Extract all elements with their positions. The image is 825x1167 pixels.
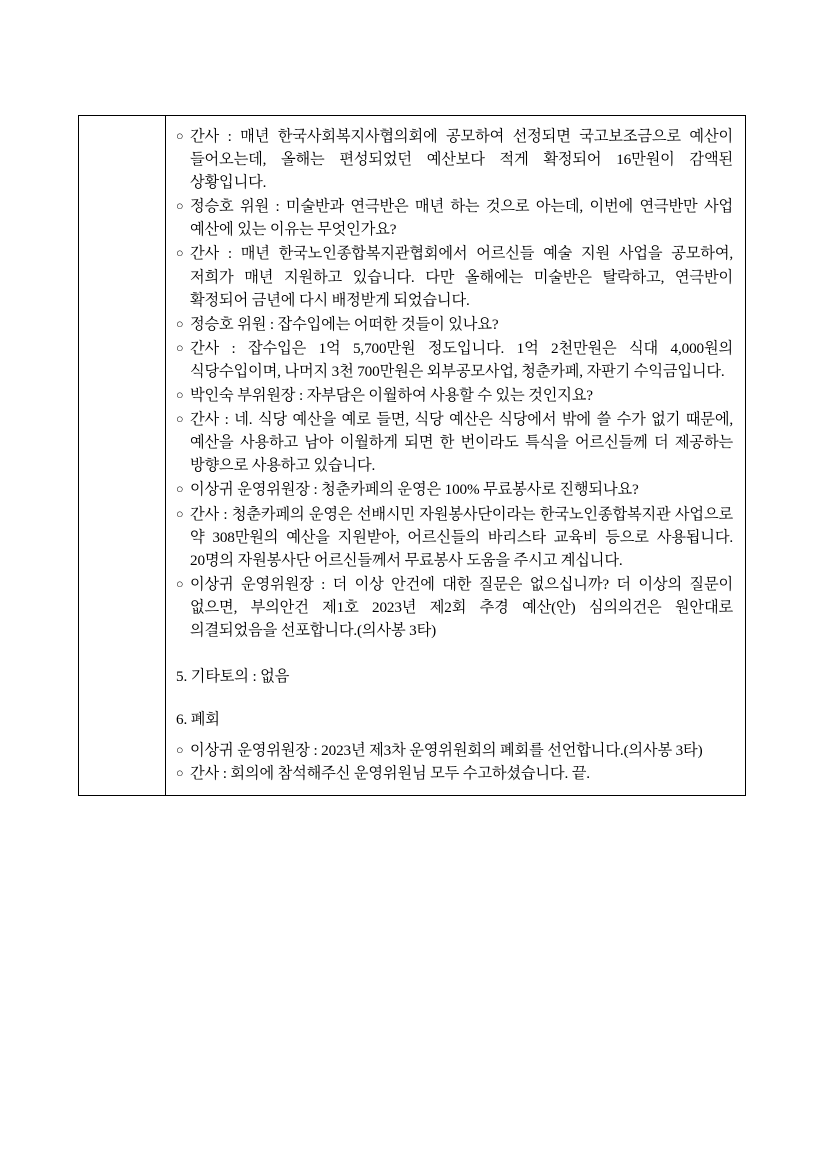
table-body-column <box>166 116 745 795</box>
circle-bullet-icon: ○ <box>176 199 184 214</box>
section-closing-title: 6. 폐회 <box>176 711 220 729</box>
minutes-line-text: 간사 : 네. 식당 예산을 예로 들면, 식당 예산은 식당에서 밖에 쓸 수가 없기 때문에, 예산을 사용하고 남아 이월하게 되면 한 번이라도 특식을 어르신들께 더 제공하는 방향으로 사용하고 있습니다. <box>190 411 733 475</box>
closing-line-text: 간사 : 회의에 참석해주신 운영위원님 모두 수고하셨습니다. 끝. <box>190 765 590 783</box>
minutes-line-text: 박인숙 부위원장 : 자부담은 이월하여 사용할 수 있는 것인지요? <box>190 387 593 405</box>
minutes-line-text: 정승호 위원 : 잡수입에는 어떠한 것들이 있나요? <box>190 315 499 333</box>
minutes-line-text: 이상귀 운영위원장 : 더 이상 안건에 대한 질문은 없으십니까? 더 이상의 질문이 없으면, 부의안건 제1호 2023년 제2회 추경 예산(안) 심의의건은 원안대로 의결되었음을 선포합니다.(의사봉 3타) <box>190 575 733 639</box>
minutes-line <box>176 313 733 336</box>
minutes-line <box>176 478 733 501</box>
section-spacer <box>176 688 733 708</box>
minutes-line-text: 간사 : 잡수입은 1억 5,700만원 정도입니다. 1억 2천만원은 식대 4,000원의 식당수입이며, 나머지 3천 700만원은 외부공모사업, 청춘카페, 자판기 수익금입니다. <box>190 339 733 380</box>
circle-bullet-icon: ○ <box>176 412 184 427</box>
minutes-line <box>176 195 733 241</box>
circle-bullet-icon: ○ <box>176 340 184 355</box>
circle-bullet-icon: ○ <box>176 246 184 261</box>
circle-bullet-icon: ○ <box>176 129 184 143</box>
minutes-line-text: 간사 : 매년 한국노인종합복지관협회에서 어르신들 예술 지원 사업을 공모하여, 저희가 매년 지원하고 있습니다. 다만 올해에는 미술반은 탈락하고, 연극반이 확정되어 금년에 다시 배정받게 되었습니다. <box>190 245 733 309</box>
circle-bullet-icon: ○ <box>176 766 184 781</box>
minutes-line <box>176 242 733 311</box>
section-spacer <box>176 731 733 739</box>
minutes-line <box>176 337 733 383</box>
circle-bullet-icon: ○ <box>176 743 184 758</box>
minutes-line-text: 간사 : 청춘카페의 운영은 선배시민 자원봉사단이라는 한국노인종합복지관 사업으로 약 308만원의 예산을 지원받아, 어르신들의 바리스타 교육비 등으로 사용됩니다. 20명의 자원봉사단 어르신들께서 무료봉사 도움을 주시고 계십니다. <box>190 505 733 569</box>
closing-line <box>176 739 733 762</box>
minutes-line-text: 정승호 위원 : 미술반과 연극반은 매년 하는 것으로 아는데, 이번에 연극반만 사업 예산에 있는 이유는 무엇인가요? <box>190 198 733 239</box>
circle-bullet-icon: ○ <box>176 482 184 497</box>
circle-bullet-icon: ○ <box>176 316 184 331</box>
circle-bullet-icon: ○ <box>176 576 184 591</box>
minutes-line <box>176 384 733 407</box>
minutes-line-text: 이상귀 운영위원장 : 청춘카페의 운영은 100% 무료봉사로 진행되나요? <box>190 481 639 499</box>
minutes-line <box>176 125 733 194</box>
minutes-line-text: 간사 : 매년 한국사회복지사협의회에 공모하여 선정되면 국고보조금으로 예산이 들어오는데, 올해는 편성되었던 예산보다 적게 확정되어 16만원이 감액된 상황입니다. <box>190 128 733 192</box>
section-other-discussion: 5. 기타토의 : 없음 <box>176 668 290 686</box>
table-left-column <box>79 116 166 795</box>
closing-line-text: 이상귀 운영위원장 : 2023년 제3차 운영위원회의 폐회를 선언합니다.(의사봉 3타) <box>190 742 703 760</box>
section-spacer <box>176 643 733 665</box>
closing-line <box>176 762 733 785</box>
minutes-line <box>176 573 733 642</box>
minutes-line <box>176 503 733 572</box>
minutes-line <box>176 408 733 477</box>
circle-bullet-icon: ○ <box>176 506 184 521</box>
minutes-table <box>78 115 746 796</box>
circle-bullet-icon: ○ <box>176 388 184 403</box>
